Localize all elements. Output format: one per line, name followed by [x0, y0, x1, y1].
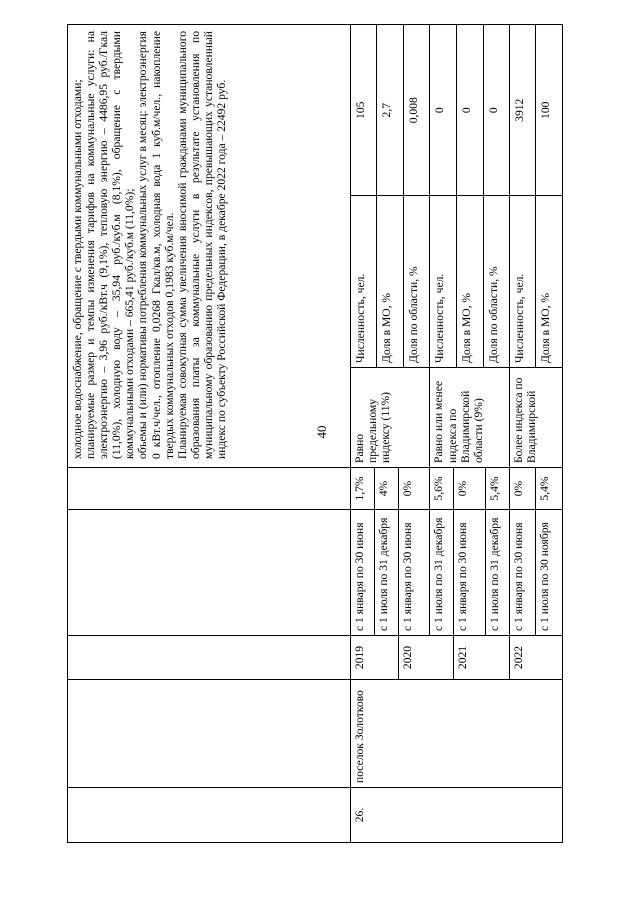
period-cell: с 1 января по 30 июня	[398, 510, 430, 636]
period-cell: с 1 июля по 30 ноября	[536, 510, 563, 636]
value-label: Доля в МО, %	[377, 196, 404, 367]
year-cell: 2020	[398, 636, 454, 680]
index-cell: 5,4%	[536, 468, 563, 510]
period-cell: с 1 июля по 31 декабря	[430, 510, 454, 636]
top-cell-number	[68, 788, 351, 843]
group-category: Более индекса по Владимирской	[509, 368, 562, 468]
value-label: Доля в МО, %	[536, 196, 562, 367]
index-cell: 4%	[374, 468, 398, 510]
top-cell-index	[68, 468, 351, 510]
value-label: Доля по области, %	[404, 196, 430, 367]
year-cell: 2019	[351, 636, 399, 680]
table-row	[351, 25, 375, 843]
year-cell: 2022	[509, 636, 562, 680]
index-cell: 0%	[509, 468, 536, 510]
value-number: 0	[456, 25, 483, 196]
index-cell: 5,6%	[430, 468, 454, 510]
value-label: Численность, чел.	[510, 196, 536, 367]
page-number: 40	[314, 425, 329, 439]
top-cell-period	[68, 510, 351, 636]
top-cell-name	[68, 680, 351, 788]
value-number: 3912	[510, 25, 536, 196]
top-cell-year	[68, 636, 351, 680]
rotated-table-page	[67, 25, 563, 843]
group-values	[430, 25, 508, 367]
row-number: 26.	[351, 788, 563, 843]
period-cell: с 1 июля по 31 декабря	[374, 510, 398, 636]
index-cell: 5,4%	[486, 468, 510, 510]
group-values	[351, 25, 429, 367]
period-cell: с 1 июля по 31 декабря	[486, 510, 510, 636]
value-number: 0	[430, 25, 456, 196]
index-cell: 1,7%	[351, 468, 375, 510]
tariff-table	[67, 24, 563, 843]
group-category: Равно или менее индекса по Владимирской области (9%)	[430, 368, 509, 468]
group-values	[510, 25, 562, 367]
index-cell: 0%	[398, 468, 430, 510]
period-cell: с 1 января по 30 июня	[509, 510, 536, 636]
value-number: 100	[539, 101, 553, 119]
value-label: Доля в МО, %	[456, 196, 483, 367]
index-cell: 0%	[454, 468, 486, 510]
settlement-description: холодное водоснабжение, обращение с твердыми коммунальными отходами; планируемые размер и темпы изменения тарифов на коммунальные услуги: на электроэнергию – 3,96 руб./кВт.ч (9,1%), тепловую энергию – 4486,95 руб./Гкал (11,0%), холодную воду – 35,94 руб./куб.м (8,1%), обращение с твердыми коммунальными отходами – 665,41 руб./куб.м (11,0%); объемы и (или) нормативы потребления коммунальных услуг в месяц: электроэнергия 0 кВт.ч/чел., отопление 0,0268 Гкал/кв.м, холодная вода 1 куб.м/чел., накопление твердых коммунальных отходов 0,1983 куб.м/чел. Планируемая совокупная сумма увеличения вносимой гражданами муниципального образования платы за коммунальные услуги в результате установления по муниципальному образованию предельных индексов, превышающих установленный индекс по субъекту Российской Федерации, в декабре 2022 года – 22492 руб.	[68, 25, 351, 468]
value-number: 105	[351, 25, 377, 196]
value-label: Численность, чел.	[351, 196, 377, 367]
value-label: Численность, чел.	[430, 196, 456, 367]
value-number: 2,7	[377, 25, 404, 196]
settlement-name: поселок Золотково	[351, 680, 563, 788]
value-number: 0,008	[407, 97, 421, 124]
value-label: Доля по области, %	[483, 196, 509, 367]
period-cell: с 1 января по 30 июня	[454, 510, 486, 636]
top-row	[68, 25, 351, 843]
group-category: Равно предельному индексу (11%)	[351, 368, 430, 468]
period-cell: с 1 января по 30 июня	[351, 510, 375, 636]
year-cell: 2021	[454, 636, 510, 680]
value-number: 0	[486, 107, 500, 114]
